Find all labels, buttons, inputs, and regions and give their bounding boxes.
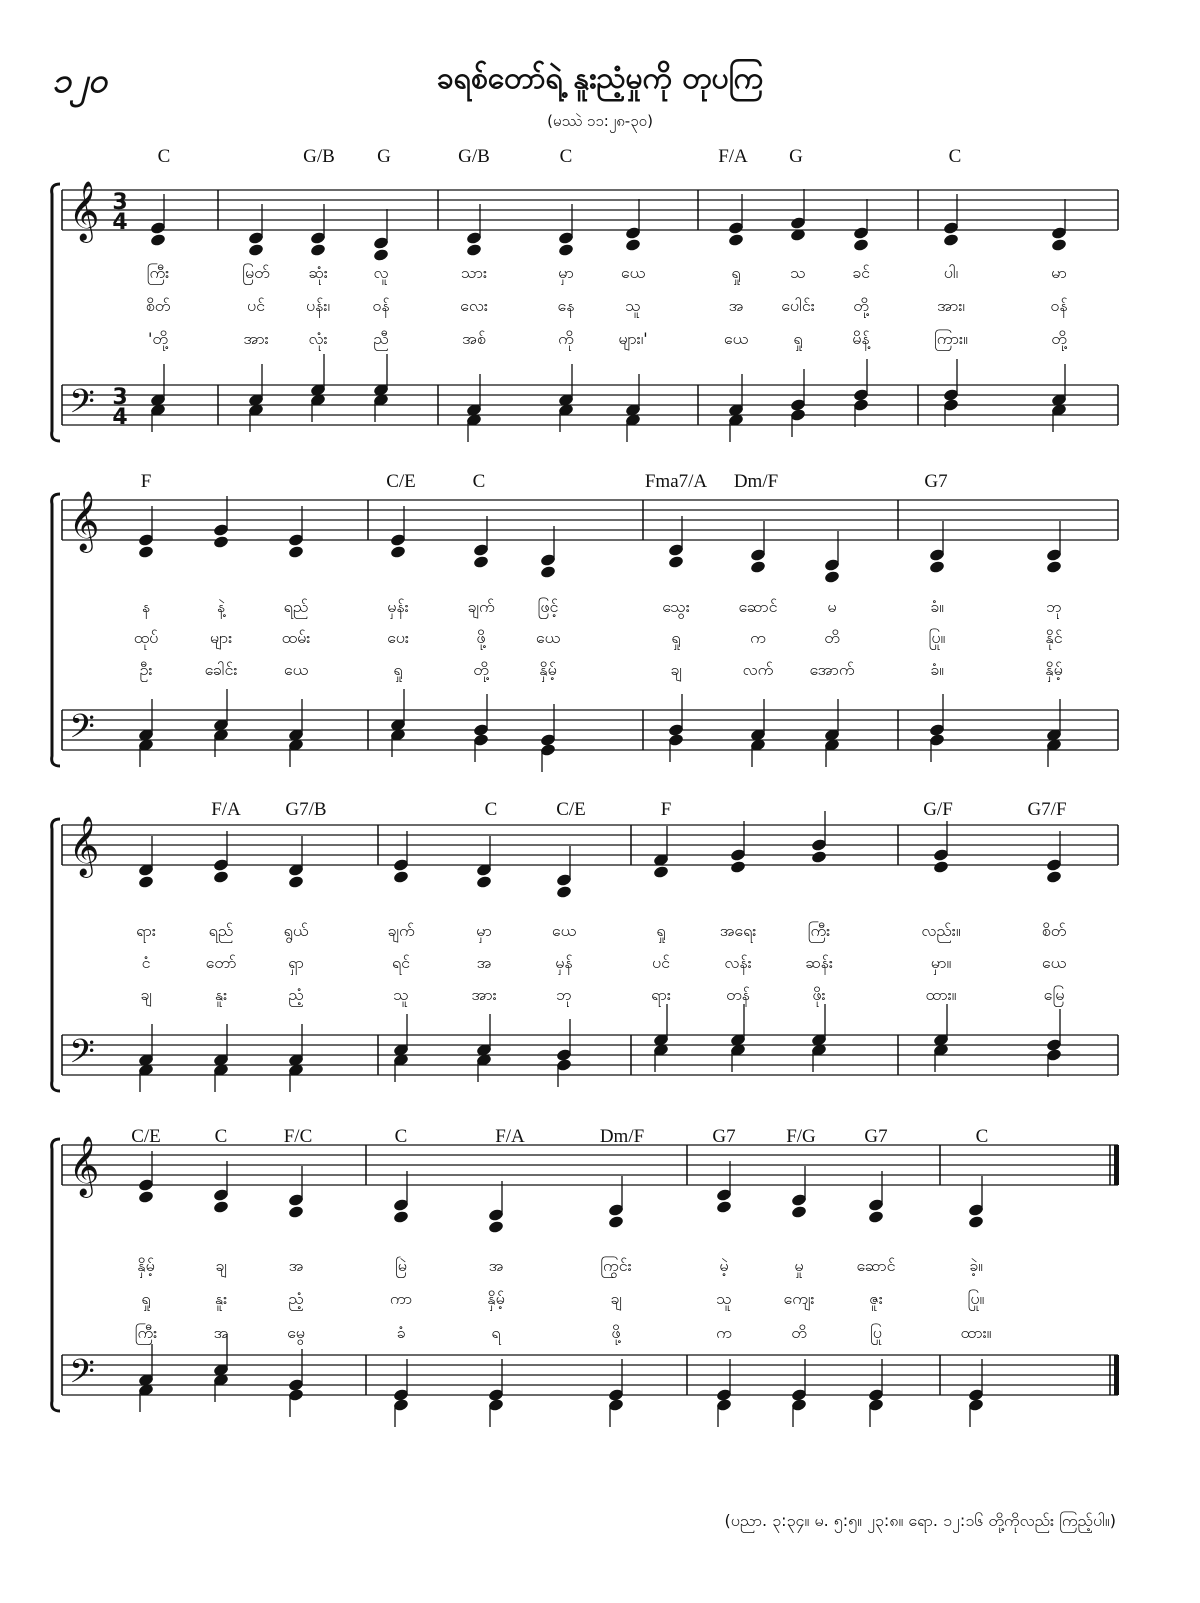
lyric-syllable: ကြီး [146,263,170,282]
lyric-syllable: နိုင် [1045,628,1063,647]
chord-symbol: F/A [495,1126,525,1147]
treble-note-lower [373,248,390,262]
lyric-syllable: ဦး [139,660,153,679]
lyric-syllable: တော် [205,953,237,972]
lyric-syllable: ယေ [551,921,577,940]
lyric-syllable: ယေ [1041,953,1067,972]
lyric-syllable: ထမ်း [281,628,311,647]
treble-note-lower [466,243,483,257]
treble-note-lower [653,865,670,879]
treble-note-lower [728,233,745,247]
treble-note-lower [390,545,407,559]
lyric-syllable: အောက် [809,660,855,679]
lyric-syllable: ခံ။ [930,660,944,679]
lyric-syllable: ဘု [556,985,572,1004]
lyric-syllable: ပေါင်း [781,296,815,315]
chord-symbol: C [157,146,171,167]
lyric-syllable: န [141,597,151,616]
treble-note-lower [288,545,305,559]
chord-symbol: G [789,146,803,167]
lyric-syllable: ဇူး [869,1289,883,1308]
chord-symbol: G/B [303,146,335,167]
lyric-syllable: လည်း။ [921,921,961,940]
lyric-syllable: ရှု [793,329,803,348]
lyric-syllable: ညီ [373,329,389,348]
lyric-syllable: တို့ [853,296,869,315]
final-barline-thick [1114,1355,1119,1395]
chord-symbol: F/G [786,1126,816,1147]
lyric-syllable: မ [827,597,837,616]
chord-symbol: F [660,799,672,820]
lyric-syllable: မှု [794,1256,804,1275]
lyric-syllable: နှိမ့် [137,1256,155,1275]
lyric-syllable: ပြု။ [928,628,946,647]
lyric-syllable: ဆန်း [805,953,833,972]
lyric-syllable: နှိမ့် [487,1289,505,1308]
treble-note-lower [288,875,305,889]
chord-symbol: G/F [923,799,953,820]
treble-note-lower [730,860,747,874]
bass-clef: 𝄢 [69,708,95,754]
lyric-syllable: မာ [1051,263,1067,282]
chord-symbol: C [975,1126,989,1147]
treble-note-lower [248,243,265,257]
treble-note-lower [150,233,167,247]
chord-symbol: C [559,146,573,167]
lyric-syllable: ထား။ [960,1323,992,1342]
hymn-number: ၁၂၀ [52,61,107,101]
lyric-syllable: နူး [214,985,228,1004]
lyric-syllable: တိ [791,1323,807,1342]
lyric-syllable: ရည် [283,597,309,616]
lyric-syllable: အ [288,1256,304,1275]
lyric-syllable: ကြီး [134,1323,158,1342]
treble-note-lower [1051,238,1068,252]
lyric-syllable: အ [488,1256,504,1275]
treble-note-lower [625,238,642,252]
lyric-syllable: အရေး [719,921,757,940]
chord-symbol: C [394,1126,408,1147]
treble-note-lower [213,1200,230,1214]
lyric-syllable: လေး [460,296,488,315]
lyric-syllable: ပြု [870,1323,882,1342]
lyric-syllable: အား၊ [937,296,965,315]
lyric-syllable: ဆုံး [308,263,328,282]
lyric-syllable: ရှု [671,628,681,647]
lyric-syllable: မြဲ [395,1256,407,1275]
lyric-syllable: ဝန် [1050,296,1068,315]
system-bracket [52,494,60,766]
lyric-syllable: လူ [373,263,389,282]
lyric-syllable: ကြား။ [934,329,968,348]
lyric-syllable: ကြွင်း [600,1256,632,1275]
treble-note-lower [791,1205,808,1219]
treble-note-lower [750,560,767,574]
lyric-syllable: နူး [214,1289,228,1308]
lyric-syllable: မွေ [287,1323,305,1342]
bass-clef: 𝄢 [69,1033,95,1079]
lyric-syllable: ရ [491,1323,501,1342]
bass-clef: 𝄢 [69,1353,95,1399]
lyric-syllable: အား [471,985,497,1004]
chord-symbol: F/A [211,799,241,820]
lyric-syllable: မှာ [558,263,574,282]
treble-note-lower [213,535,230,549]
chord-symbol: C [472,471,486,492]
treble-clef: 𝄞 [68,491,100,551]
lyric-syllable: ရား [651,985,671,1004]
lyric-syllable: သူ [716,1289,732,1308]
scripture-reference: (မဿဲ ၁၁:၂၈-၃၀) [547,112,653,130]
lyric-syllable: ကို [558,329,574,348]
lyric-syllable: မှာ [476,921,492,940]
chord-symbol: Fma7/A [644,471,708,492]
lyric-syllable: များ၊' [618,329,648,348]
lyric-syllable: တိ [824,628,840,647]
treble-note-lower [1046,870,1063,884]
chord-symbol: G [377,146,391,167]
lyric-syllable: ပင် [247,296,265,315]
treble-note-lower [138,1190,155,1204]
lyric-syllable: တို့ [473,660,489,679]
treble-clef: 𝄞 [68,181,100,241]
chord-symbol: F/C [283,1126,313,1147]
lyric-syllable: ရား [136,921,156,940]
system-bracket [52,184,60,441]
chord-symbol: G7/F [1027,799,1067,820]
lyric-syllable: ခံ။ [930,597,944,616]
lyric-syllable: လက် [742,660,774,679]
lyric-syllable: ပင် [652,953,670,972]
treble-note-lower [473,555,490,569]
lyric-syllable: ချက် [467,597,495,616]
bass-clef: 𝄢 [69,383,95,429]
lyric-syllable: ပန်း၊ [306,296,330,315]
treble-note-lower [824,570,841,584]
lyric-syllable: မှန် [555,953,573,972]
lyric-syllable: သ [790,263,806,282]
chord-symbol: G/B [458,146,490,167]
treble-note-lower [138,545,155,559]
chord-symbol: C/E [556,799,586,820]
lyric-syllable: မြတ် [242,263,270,282]
lyric-syllable: ထား။ [925,985,957,1004]
lyric-syllable: ယေ [535,628,561,647]
lyric-syllable: အ [213,1323,229,1342]
treble-note-lower [476,875,493,889]
chord-symbol: C [214,1126,228,1147]
lyric-syllable: ရွယ် [283,921,309,940]
chord-symbol: C/E [386,471,416,492]
lyric-syllable: စိတ် [145,296,171,315]
lyric-syllable: များ [209,628,233,647]
lyric-syllable: သွေး [662,597,690,616]
lyric-syllable: ရှု [141,1289,151,1308]
treble-clef: 𝄞 [68,816,100,876]
lyric-syllable: ငံ [141,953,151,972]
treble-note-lower [393,1210,410,1224]
lyric-syllable: ထုပ် [133,628,159,647]
lyric-syllable: ယေ [723,329,749,348]
treble-note-lower [1046,560,1063,574]
lyric-syllable: ရှု [656,921,666,940]
lyric-syllable: ညံ့ [288,985,304,1004]
time-signature-bottom: 4 [112,405,128,430]
treble-note-lower [933,860,950,874]
chord-symbol: C [948,146,962,167]
treble-note-lower [929,560,946,574]
lyric-syllable: ဖြင့် [537,597,559,616]
treble-note-lower [488,1220,505,1234]
chord-symbol: G7/B [285,799,327,820]
system-bracket [52,819,60,1091]
lyric-syllable: ရှာ [288,953,304,972]
treble-note-lower [943,233,960,247]
lyric-syllable: ကြီး [807,921,831,940]
treble-note-lower [868,1210,885,1224]
treble-note-lower [138,875,155,889]
lyric-syllable: မြေ [1043,985,1065,1004]
chord-symbol: F/A [718,146,748,167]
lyric-syllable: ချ [670,660,682,679]
lyric-syllable: ပေး [387,628,409,647]
lyric-syllable: ဖို့ [476,628,486,647]
lyric-syllable: ယေ [283,660,309,679]
lyric-syllable: ပြု။ [967,1289,985,1308]
chord-symbol: C/E [131,1126,161,1147]
lyric-syllable: ရှု [731,263,741,282]
lyric-syllable: မဲ့ [719,1256,729,1275]
lyric-syllable: ဖိုး [812,985,826,1004]
treble-note-lower [558,243,575,257]
lyric-syllable: မိန့် [852,329,870,348]
chord-symbol: Dm/F [599,1126,645,1147]
treble-note-lower [393,870,410,884]
treble-note-lower [608,1215,625,1229]
lyric-syllable: ချ [610,1289,622,1308]
lyric-syllable: လုံး [308,329,328,348]
lyric-syllable: ခေါင်း [204,660,238,679]
final-barline-thick [1114,1145,1119,1185]
lyric-syllable: တန် [726,985,750,1004]
lyric-syllable: အ [728,296,744,315]
treble-clef: 𝄞 [68,1136,100,1196]
lyric-syllable: သား [460,263,488,282]
lyric-syllable: အား [243,329,269,348]
lyric-syllable: ယေ [620,263,646,282]
chord-symbol: G7 [712,1126,736,1147]
chord-symbol: F [140,471,152,492]
time-signature-bottom: 4 [112,210,128,235]
lyric-syllable: အစ် [462,329,486,348]
lyric-syllable: မှာ။ [930,953,952,972]
chord-symbol: G7 [864,1126,888,1147]
lyric-syllable: နေ [557,296,575,315]
treble-note-lower [716,1200,733,1214]
treble-note-lower [811,850,828,864]
lyric-syllable: ကျေး [783,1289,815,1308]
lyric-syllable: မှန်း [387,597,409,616]
lyric-syllable: စိတ် [1041,921,1067,940]
lyric-syllable: ပါ၊ [943,263,959,282]
lyric-syllable: နှိမ့် [539,660,557,679]
chord-symbol: G7 [924,471,948,492]
lyric-syllable: ဆောင် [738,597,778,616]
treble-note-lower [968,1215,985,1229]
treble-note-lower [288,1205,305,1219]
lyric-syllable: ရှု [393,660,403,679]
lyric-syllable: တို့ [1051,329,1067,348]
lyric-syllable: သူ [393,985,409,1004]
lyric-syllable: အ [476,953,492,972]
lyric-syllable: က [716,1323,732,1342]
lyric-syllable: လန်း [724,953,752,972]
lyric-syllable: နဲ့ [216,597,226,616]
lyric-syllable: 'တို့ [148,329,168,348]
lyric-syllable: ခဲ့။ [969,1256,983,1275]
treble-note-lower [668,555,685,569]
lyric-syllable: ခံ [396,1323,406,1342]
treble-note-lower [540,565,557,579]
lyric-syllable: ကာ [389,1289,413,1308]
lyric-syllable: ညံ့ [288,1289,304,1308]
hymn-title: ခရစ်တော်ရဲ့ နူးညံ့မှုကို တုပကြ [436,61,764,96]
lyric-syllable: ချက် [387,921,415,940]
lyric-syllable: ဘု [1046,597,1062,616]
lyric-syllable: ရင် [391,953,411,972]
treble-note-lower [310,243,327,257]
lyric-syllable: သူ [625,296,641,315]
chord-symbol: C [484,799,498,820]
lyric-syllable: ချ [140,985,152,1004]
lyric-syllable: ရည် [208,921,234,940]
lyric-syllable: ခင် [852,263,870,282]
lyric-syllable: ဖို့ [611,1323,621,1342]
time-signature-top: 3 [112,190,128,215]
lyric-syllable: က [750,628,766,647]
time-signature-top: 3 [112,385,128,410]
treble-note-lower [853,238,870,252]
lyric-syllable: ဆောင် [856,1256,896,1275]
chord-symbol: Dm/F [733,471,779,492]
treble-note-lower [213,870,230,884]
treble-note-lower [556,885,573,899]
footer-note: (ပညာ. ၃:၃၄။ မ. ၅:၅။ ၂၃:၈။ ရော. ၁၂:၁၆ တို့ကိုလည်း ကြည့်ပါ။) [724,1511,1116,1530]
lyric-syllable: နှိမ့် [1045,660,1063,679]
lyric-syllable: ချ [215,1256,227,1275]
lyric-syllable: ဝန် [372,296,390,315]
system-bracket [52,1139,60,1411]
